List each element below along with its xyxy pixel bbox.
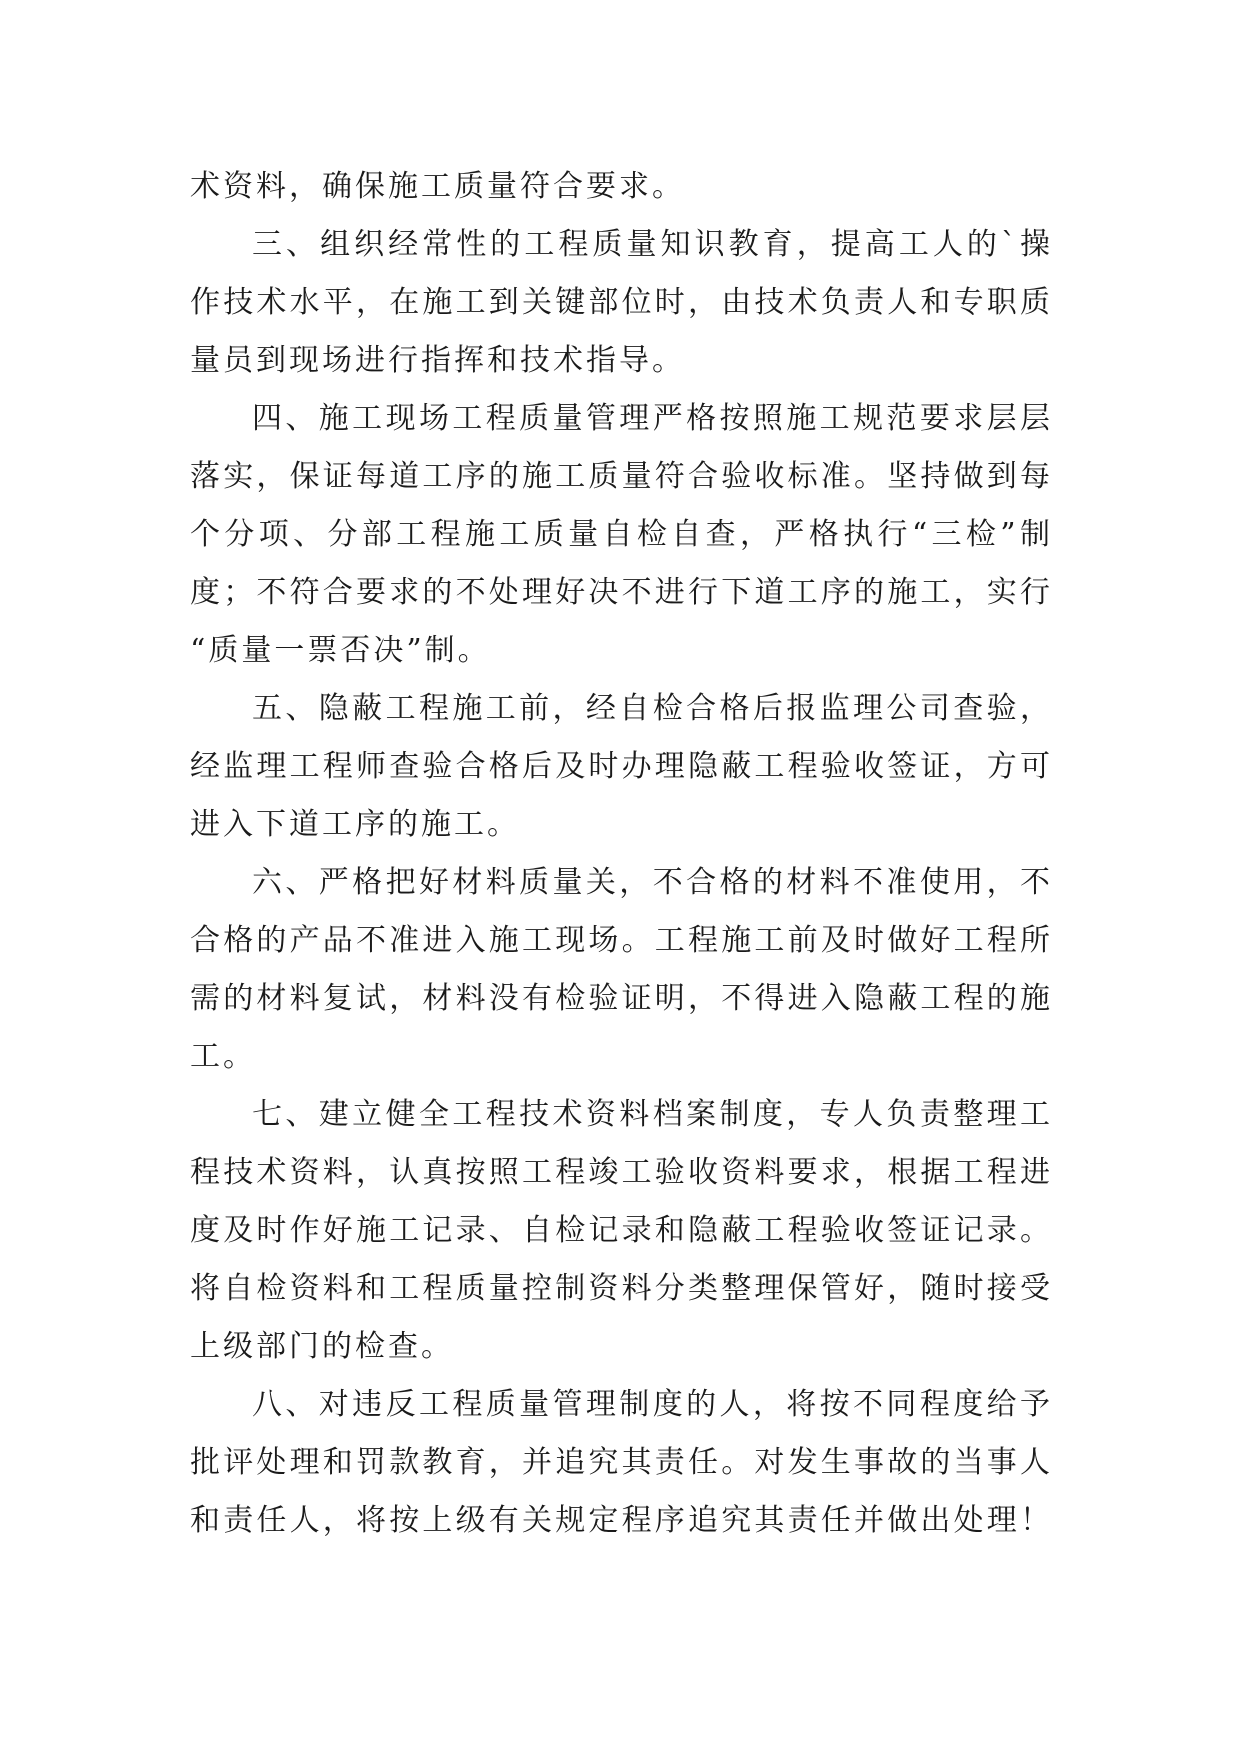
paragraph-line: 三、组织经常性的工程质量知识教育，提高工人的`操: [252, 227, 1050, 262]
document-body: [190, 158, 1050, 1550]
paragraph-line: 合格的产品不准进入施工现场。工程施工前及时做好工程所: [190, 923, 1050, 958]
paragraph-line: 度；不符合要求的不处理好决不进行下道工序的施工，实行: [190, 575, 1050, 610]
paragraph-line: 作技术水平，在施工到关键部位时，由技术负责人和专职质: [190, 285, 1050, 320]
paragraph-line: 四、施工现场工程质量管理严格按照施工规范要求层层: [252, 401, 1050, 436]
paragraph-line: 需的材料复试，材料没有检验证明，不得进入隐蔽工程的施: [190, 981, 1050, 1016]
paragraph-line: 度及时作好施工记录、自检记录和隐蔽工程验收签证记录。: [190, 1213, 1050, 1248]
paragraph-line: 六、严格把好材料质量关，不合格的材料不准使用，不: [252, 865, 1050, 900]
paragraph-line: 八、对违反工程质量管理制度的人，将按不同程度给予: [252, 1387, 1050, 1422]
paragraph-line: 将自检资料和工程质量控制资料分类整理保管好，随时接受: [190, 1271, 1050, 1306]
paragraph-line: 七、建立健全工程技术资料档案制度，专人负责整理工: [252, 1097, 1050, 1132]
paragraph-line: 五、隐蔽工程施工前，经自检合格后报监理公司查验，: [252, 691, 1050, 726]
paragraph-line: 进入下道工序的施工。: [190, 807, 520, 842]
paragraph-line: 术资料，确保施工质量符合要求。: [190, 169, 685, 204]
paragraph-line: “质量一票否决”制。: [190, 633, 491, 668]
paragraph-line: 和责任人，将按上级有关规定程序追究其责任并做出处理！: [190, 1503, 1050, 1538]
paragraph-line: 经监理工程师查验合格后及时办理隐蔽工程验收签证，方可: [190, 749, 1050, 784]
paragraph-line: 程技术资料，认真按照工程竣工验收资料要求，根据工程进: [190, 1155, 1050, 1190]
paragraph-line: 落实，保证每道工序的施工质量符合验收标准。坚持做到每: [190, 459, 1050, 494]
paragraph-line: 工。: [190, 1039, 256, 1074]
paragraph-line: 批评处理和罚款教育，并追究其责任。对发生事故的当事人: [190, 1445, 1050, 1480]
paragraph-line: 个分项、分部工程施工质量自检自查，严格执行“三检”制: [190, 517, 1050, 552]
paragraph-line: 上级部门的检查。: [190, 1329, 454, 1364]
paragraph-line: 量员到现场进行指挥和技术指导。: [190, 343, 685, 378]
